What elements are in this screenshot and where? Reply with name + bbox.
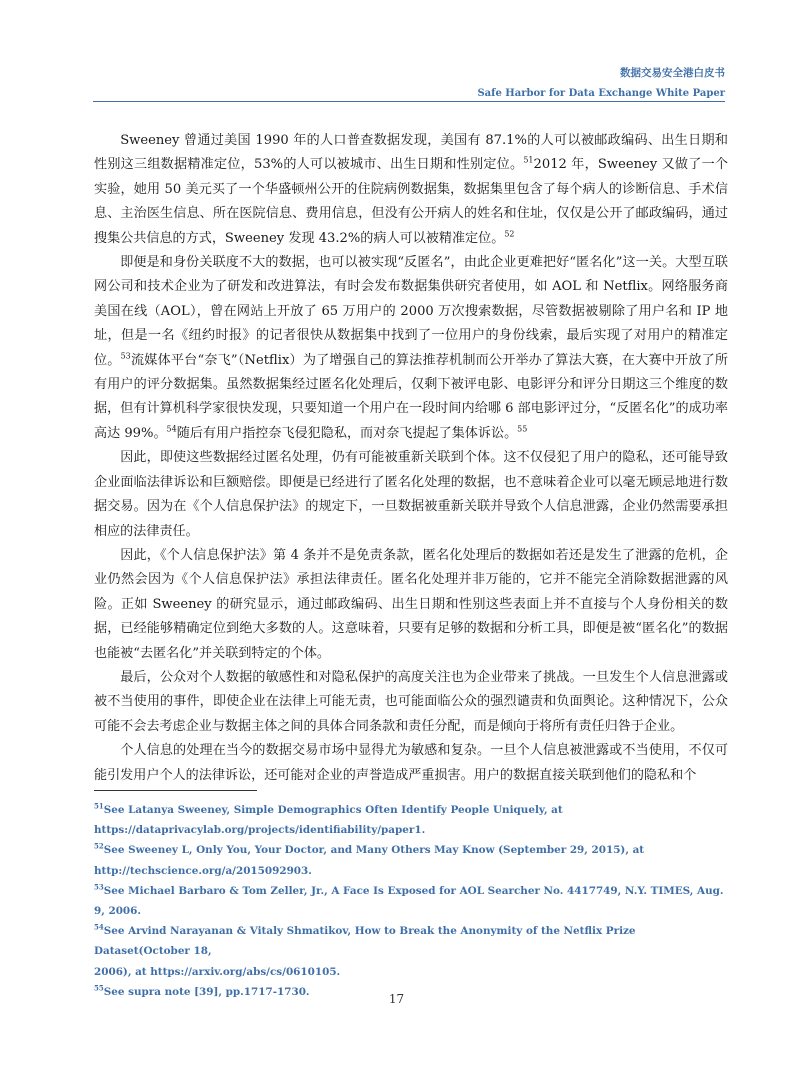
running-header <box>477 64 725 102</box>
paragraph-text: 2012 年，Sweeney 又做了一个实验，她用 50 美元买了一个华盛顿州公开的住院病例数据集，数据集里包含了每个病人的诊断信息、手术信息、主治医生信息、所在医院信息、费用信息，但没有公开病人的姓名和住址，仅仅是公开了邮政编码，通过搜集公共信息的方式，Sweeney 发现 43.2%的病人可以被精准定位。 <box>94 157 729 246</box>
paragraph-text: 个人信息的处理在当今的数据交易市场中显得尤为敏感和复杂。一旦个人信息被泄露或不当使用，不仅可能引发用户个人的法律诉讼，还可能对企业的声誉造成严重损害。用户的数据直接关联到他们的隐私和个 <box>94 743 728 783</box>
body-paragraph <box>94 129 728 251</box>
footnotes <box>94 800 728 1002</box>
footnote <box>94 800 728 840</box>
footnote-rule <box>94 790 257 791</box>
paragraph-text: 即便是和身份关联度不大的数据，也可以被实现“反匿名”，由此企业更难把好“匿名化”这一关。大型互联网公司和技术企业为了研发和改进算法，有时会发布数据集供研究者使用，如 AOL 和 Netflix。网络服务商美国在线（AOL），曾在网站上开放了 65 万用户的 2000 万次搜索数据，尽管数据被剔除了用户名和 IP 地址，但是一名《纽约时报》的记者很快从数据集中找到了一位用户的身份线索，最后实现了对用户的精准定位。 <box>94 255 728 368</box>
paragraph-text: 因此，《个人信息保护法》第 4 条并不是免责条款，匿名化处理后的数据如若还是发生了泄露的危机，企业仍然会因为《个人信息保护法》承担法律责任。匿名化处理并非万能的，它并不能完全消除数据泄露的风险。正如 Sweeney 的研究显示，通过邮政编码、出生日期和性别这些表面上并不直接与个人身份相关的数据，已经能够精确定位到绝大多数的人。这意味着，只要有足够的数据和分析工具，即便是被“匿名化”的数据也能被“去匿名化”并关联到特定的个体。 <box>94 547 728 661</box>
header-rule <box>93 101 725 102</box>
footnote <box>94 840 728 880</box>
footnote-ref[interactable]: 55 <box>517 424 528 434</box>
footnote-line <box>94 962 728 982</box>
footnote-text[interactable]: http://techscience.org/a/2015092903. <box>94 864 312 877</box>
footnote-line <box>94 861 728 881</box>
footnote-number: 51 <box>94 801 104 811</box>
footnote-number: 52 <box>94 841 104 851</box>
footnote-text: See supra note [39], pp.1717-1730. <box>103 985 310 998</box>
footnote-ref[interactable]: 53 <box>120 351 131 361</box>
footnote-line <box>94 800 728 820</box>
paragraph-text: Sweeney 曾通过美国 1990 年的人口普查数据发现，美国有 87.1%的人可以被邮政编码、出生日期和性别这三组数据精准定位，53%的人可以被城市、出生日期和性别定位。 <box>94 133 728 173</box>
body-paragraph <box>94 666 728 739</box>
paragraph-text: 最后，公众对个人数据的敏感性和对隐私保护的高度关注也为企业带来了挑战。一旦发生个人信息泄露或被不当使用的事件，即使企业在法律上可能无责，也可能面临公众的强烈谴责和负面舆论。这种情况下，公众可能不会去考虑企业与数据主体之间的具体合同条款和责任分配，而是倾向于将所有责任归咎于企业。 <box>94 669 728 734</box>
body-paragraph <box>94 446 728 544</box>
footnote-line <box>94 881 728 921</box>
footnote <box>94 921 728 982</box>
footnote-text[interactable]: https://dataprivacylab.org/projects/identifiability/paper1. <box>94 824 426 837</box>
footnote-text: See Arvind Narayanan & Vitaly Shmatikov, How to Break the Anonymity of the Netflix Prize Dataset(October 18, <box>94 925 636 958</box>
body-paragraph <box>94 251 728 446</box>
footnote-text: See Michael Barbaro & Tom Zeller, Jr., A Face Is Exposed for AOL Searcher No. 4417749, N.Y. TIMES, Aug. 9, 2006. <box>94 884 724 918</box>
paragraph-text: 流媒体平台“奈飞”（Netflix）为了增强自己的算法推荐机制而公开举办了算法大赛，在大赛中开放了所有用户的评分数据集。虽然数据集经过匿名化处理后，仅剩下被评电影、电影评分和评分日期这三个维度的数据，但有计算机科学家很快发现，只要知道一个用户在一段时间内给哪 6 部电影评过分，“反匿名化”的成功率高达 99%。 <box>94 352 729 441</box>
body-paragraph <box>94 544 728 666</box>
footnote-ref[interactable]: 51 <box>523 156 534 166</box>
body-paragraph <box>94 739 728 788</box>
footnote-line <box>94 840 728 860</box>
page-number: 17 <box>388 992 405 1006</box>
header-title-en: Safe Harbor for Data Exchange White Paper <box>477 88 725 99</box>
paragraph-text: 因此，即使这些数据经过匿名处理，仍有可能被重新关联到个体。这不仅侵犯了用户的隐私，还可能导致企业面临法律诉讼和巨额赔偿。即便是已经进行了匿名化处理的数据，也不意味着企业可以毫无顾忌地进行数据交易。因为在《个人信息保护法》的规定下，一旦数据被重新关联并导致个人信息泄露，企业仍然需要承担相应的法律责任。 <box>94 450 728 539</box>
body-text <box>94 129 728 788</box>
footnote-number: 53 <box>94 882 104 892</box>
footnote-number: 54 <box>94 922 104 932</box>
footnote-text[interactable]: 2006), at https://arxiv.org/abs/cs/0610105. <box>94 965 341 978</box>
footnote-line <box>94 921 728 961</box>
footnote-line <box>94 820 728 840</box>
footnote-text: See Latanya Sweeney, Simple Demographics Often Identify People Uniquely, at <box>103 804 563 816</box>
footnote-ref[interactable]: 52 <box>504 229 515 239</box>
header-title-zh: 数据交易安全港白皮书 <box>620 67 725 79</box>
footnote-number: 55 <box>94 983 104 993</box>
footnote <box>94 881 728 921</box>
footnote-ref[interactable]: 54 <box>166 424 177 434</box>
paragraph-text: 随后有用户指控奈飞侵犯隐私，而对奈飞提起了集体诉讼。 <box>176 425 518 441</box>
footnote-text: See Sweeney L, Only You, Your Doctor, and Many Others May Know (September 29, 2015), at <box>103 844 645 857</box>
